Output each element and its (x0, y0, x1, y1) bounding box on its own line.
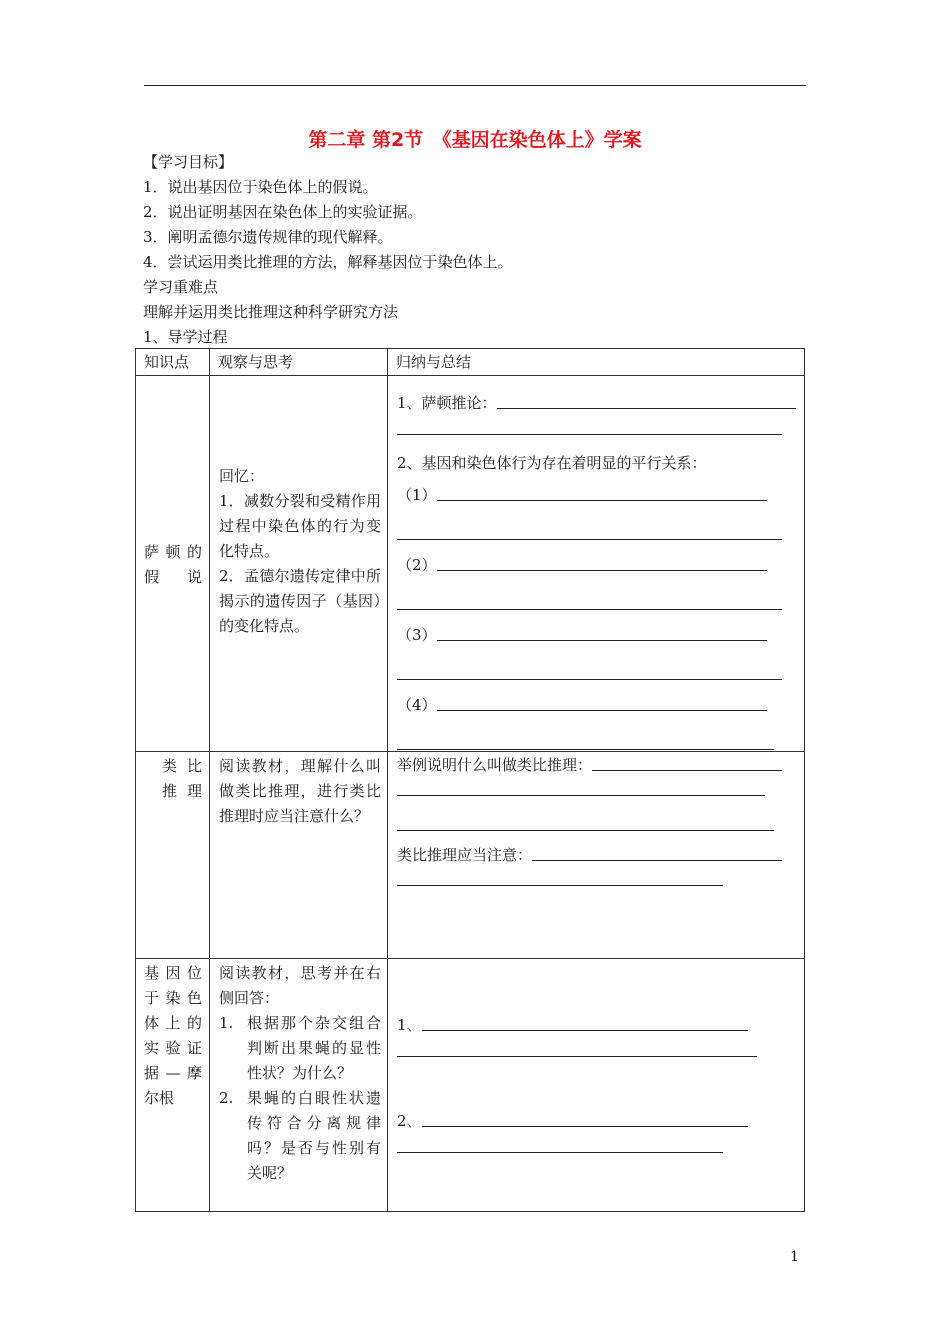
objectives-heading: 【学习目标】 (143, 153, 234, 171)
page-number: 1 (790, 1249, 799, 1265)
answer-blank[interactable] (397, 1152, 723, 1153)
observe-cell (210, 376, 388, 752)
item-label: （2） (397, 556, 437, 574)
answer-blank[interactable] (397, 885, 723, 886)
summary-cell (388, 376, 805, 752)
header-observe: 观察与思考 (210, 349, 388, 376)
answer-blank[interactable] (397, 434, 782, 435)
intro-section (143, 150, 803, 350)
answer-label: 2、 (397, 1112, 422, 1130)
objective-item: 2．说出证明基因在染色体上的实验证据。 (143, 203, 423, 221)
summary-content (388, 754, 804, 886)
recall-label: 回忆： (219, 467, 265, 485)
header-rule (144, 85, 806, 86)
summary-label: 举例说明什么叫做类比推理： (397, 756, 593, 774)
answer-blank[interactable] (397, 749, 774, 750)
table-header-row (136, 349, 805, 376)
table-row (136, 752, 805, 959)
answer-line[interactable] (397, 1110, 748, 1132)
question-list (219, 1011, 381, 1186)
question-text: 根据那个杂交组合判断出果蝇的显性性状？为什么？ (247, 1014, 381, 1082)
process-heading: 1、导学过程 (143, 328, 228, 346)
question-text: 果蝇的白眼性状遗传符合分离规律吗？是否与性别有关呢？ (247, 1089, 381, 1182)
item-label: （4） (397, 696, 437, 714)
answer-line[interactable] (397, 554, 767, 576)
list-item (219, 1086, 381, 1186)
observe-content (210, 959, 387, 1186)
observe-content (210, 376, 387, 639)
topic-sutton: 萨顿的假说 (144, 543, 202, 586)
key-points-text: 理解并运用类比推理这种科学研究方法 (143, 303, 399, 321)
answer-line[interactable] (397, 1014, 748, 1036)
key-points-heading: 学习重难点 (143, 278, 219, 296)
observe-cell (210, 959, 388, 1212)
summary-label-line (397, 443, 796, 483)
topic-cell (136, 376, 210, 752)
answer-line[interactable] (397, 484, 767, 506)
answer-line[interactable] (397, 392, 796, 414)
table-row (136, 959, 805, 1212)
observe-cell (210, 752, 388, 959)
summary-cell (388, 959, 805, 1212)
study-table (135, 348, 805, 1212)
summary-label: 1、萨顿推论： (397, 394, 497, 412)
topic-analogy: 类比推理 (162, 757, 202, 800)
summary-cell (388, 752, 805, 959)
item-label: （1） (397, 486, 437, 504)
topic-cell (136, 959, 210, 1212)
summary-label: 类比推理应当注意： (397, 846, 533, 864)
observe-point: 1．减数分裂和受精作用过程中染色体的行为变化特点。 (219, 492, 381, 560)
observe-intro: 阅读教材，思考并在右侧回答： (219, 964, 381, 1007)
answer-line[interactable] (397, 754, 782, 776)
answer-line[interactable] (397, 624, 767, 646)
summary-content (388, 1014, 804, 1153)
answer-blank[interactable] (397, 795, 765, 796)
answer-line[interactable] (397, 844, 782, 866)
answer-blank[interactable] (397, 679, 782, 680)
question-number: 2. (219, 1089, 234, 1107)
answer-label: 1、 (397, 1016, 422, 1034)
observe-analogy: 阅读教材，理解什么叫做类比推理，进行类比推理时应当注意什么？ (219, 757, 381, 825)
header-summary: 归纳与总结 (388, 349, 805, 376)
topic-cell (136, 752, 210, 959)
objective-item: 1．说出基因位于染色体上的假说。 (143, 178, 378, 196)
summary-content (388, 392, 804, 750)
item-label: （3） (397, 626, 437, 644)
answer-blank[interactable] (397, 609, 782, 610)
answer-blank[interactable] (397, 1056, 757, 1057)
answer-blank[interactable] (397, 539, 782, 540)
topic-morgan: 基因位于染色体上的实验证据—摩尔根 (144, 964, 202, 1107)
objective-item: 3．阐明孟德尔遗传规律的现代解释。 (143, 228, 393, 246)
objective-item: 4．尝试运用类比推理的方法，解释基因位于染色体上。 (143, 253, 513, 271)
page-title: 第二章 第2节 《基因在染色体上》学案 (308, 129, 642, 151)
question-number: 1. (219, 1014, 234, 1032)
observe-point: 2．孟德尔遗传定律中所揭示的遗传因子（基因）的变化特点。 (219, 567, 381, 635)
answer-line[interactable] (397, 694, 767, 716)
table-row (136, 376, 805, 752)
answer-blank[interactable] (397, 830, 774, 831)
summary-label: 2、基因和染色体行为存在着明显的平行关系： (397, 454, 707, 472)
header-knowledge: 知识点 (136, 349, 210, 376)
list-item (219, 1011, 381, 1086)
